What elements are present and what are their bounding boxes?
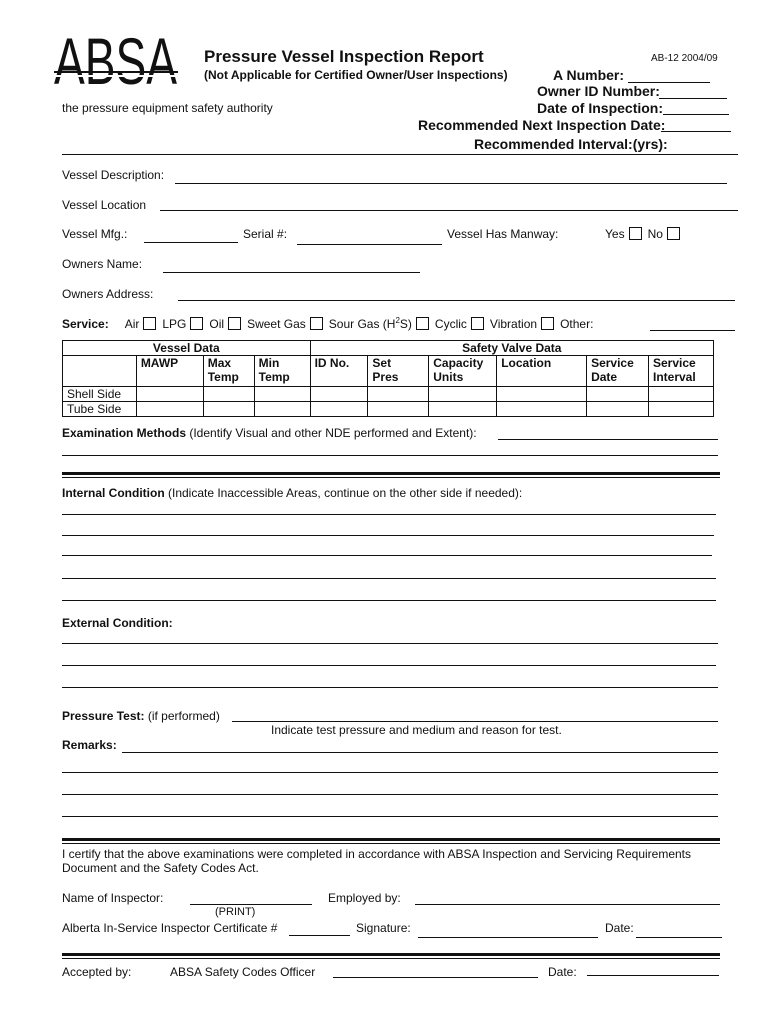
pressure-test-label: Pressure Test: (if performed) xyxy=(62,709,220,723)
vessel-description-label: Vessel Description: xyxy=(62,168,165,182)
service-sour-gas-checkbox[interactable] xyxy=(416,317,429,330)
vessel-location-field[interactable] xyxy=(160,210,738,211)
vessel-mfg-label: Vessel Mfg.: xyxy=(62,227,128,241)
section-divider xyxy=(62,477,720,478)
external-line[interactable] xyxy=(62,665,716,666)
service-vibration-label: Vibration xyxy=(489,317,538,331)
table-cell[interactable] xyxy=(587,402,649,417)
external-line[interactable] xyxy=(62,687,718,688)
next-inspection-field[interactable] xyxy=(661,131,731,132)
manway-options xyxy=(605,227,686,241)
manway-label: Vessel Has Manway: xyxy=(447,227,559,241)
name-of-inspector-field[interactable] xyxy=(190,904,312,905)
date-label: Date: xyxy=(605,921,634,935)
remarks-label: Remarks: xyxy=(62,738,117,752)
table-cell[interactable] xyxy=(429,387,497,402)
table-row xyxy=(63,387,714,402)
section-divider xyxy=(62,843,720,844)
form-code: AB-12 2004/09 xyxy=(651,53,718,64)
accepted-date-field[interactable] xyxy=(587,975,719,976)
table-row xyxy=(63,402,714,417)
vessel-description-field[interactable] xyxy=(175,183,727,184)
examination-field[interactable] xyxy=(498,439,718,440)
safety-codes-officer-label: ABSA Safety Codes Officer xyxy=(170,965,316,979)
table-cell[interactable] xyxy=(254,387,310,402)
service-cyclic-label: Cyclic xyxy=(434,317,467,331)
certificate-field[interactable] xyxy=(289,935,350,936)
owners-address-label: Owners Address: xyxy=(62,287,154,301)
service-sweet-gas-checkbox[interactable] xyxy=(310,317,323,330)
table-cell[interactable] xyxy=(587,387,649,402)
recommended-interval-label: Recommended Interval:(yrs): xyxy=(474,136,668,152)
owners-address-field[interactable] xyxy=(178,300,735,301)
vessel-data-table xyxy=(62,340,714,417)
internal-line[interactable] xyxy=(62,555,712,556)
owner-id-label: Owner ID Number: xyxy=(537,83,660,99)
table-cell[interactable] xyxy=(649,387,714,402)
table-cell[interactable] xyxy=(136,402,203,417)
owner-id-field[interactable] xyxy=(659,98,727,99)
safety-valve-data-header: Safety Valve Data xyxy=(310,341,713,356)
table-cell[interactable] xyxy=(497,387,587,402)
service-sweet-gas-label: Sweet Gas xyxy=(247,317,306,331)
service-oil-label: Oil xyxy=(209,317,225,331)
date-field[interactable] xyxy=(636,937,722,938)
table-cell[interactable] xyxy=(368,402,429,417)
remarks-field[interactable] xyxy=(122,752,718,753)
table-cell[interactable] xyxy=(429,402,497,417)
print-hint: (PRINT) xyxy=(215,906,256,918)
signature-field[interactable] xyxy=(418,937,598,938)
set-pres-header: Set Pres xyxy=(368,356,429,387)
remarks-line[interactable] xyxy=(62,816,718,817)
remarks-line[interactable] xyxy=(62,772,718,773)
min-temp-header: Min Temp xyxy=(254,356,310,387)
owners-name-field[interactable] xyxy=(163,272,420,273)
owners-name-label: Owners Name: xyxy=(62,257,143,271)
date-of-inspection-field[interactable] xyxy=(663,114,729,115)
service-vibration-checkbox[interactable] xyxy=(541,317,554,330)
employed-by-label: Employed by: xyxy=(328,891,401,905)
svg-text:ABSA: ABSA xyxy=(54,24,177,98)
vessel-mfg-field[interactable] xyxy=(144,242,238,243)
tagline: the pressure equipment safety authority xyxy=(62,101,273,115)
page-subtitle: (Not Applicable for Certified Owner/User Inspections) xyxy=(204,68,508,82)
location-header: Location xyxy=(497,356,587,387)
internal-line[interactable] xyxy=(62,578,716,579)
service-lpg-checkbox[interactable] xyxy=(190,317,203,330)
serial-label: Serial #: xyxy=(243,227,288,241)
table-cell[interactable] xyxy=(203,402,254,417)
examination-line[interactable] xyxy=(62,455,718,456)
employed-by-field[interactable] xyxy=(415,904,720,905)
service-other-label: Other: xyxy=(560,317,594,331)
signature-label: Signature: xyxy=(356,921,411,935)
accepted-by-label: Accepted by: xyxy=(62,965,132,979)
section-divider xyxy=(62,838,720,841)
vessel-location-label: Vessel Location xyxy=(62,198,147,212)
service-lpg-label: LPG xyxy=(162,317,187,331)
officer-field[interactable] xyxy=(333,977,538,978)
section-divider xyxy=(62,953,720,956)
serial-field[interactable] xyxy=(297,244,442,245)
page-title: Pressure Vessel Inspection Report xyxy=(204,47,484,66)
internal-line[interactable] xyxy=(62,535,714,536)
pressure-test-field[interactable] xyxy=(232,721,718,722)
certify-text-line2: Document and the Safety Codes Act. xyxy=(62,861,259,875)
table-cell[interactable] xyxy=(497,402,587,417)
service-row xyxy=(62,316,593,331)
table-cell[interactable] xyxy=(368,387,429,402)
certify-text-line1: I certify that the above examinations were completed in accordance with ABSA Inspection and Servicing Requirements xyxy=(62,847,692,861)
mawp-header: MAWP xyxy=(136,356,203,387)
table-cell[interactable] xyxy=(310,387,368,402)
service-air-label: Air xyxy=(124,317,140,331)
next-inspection-label: Recommended Next Inspection Date: xyxy=(418,117,666,133)
pressure-test-hint: Indicate test pressure and medium and reason for test. xyxy=(271,723,562,737)
table-cell[interactable] xyxy=(254,402,310,417)
manway-no-label: No xyxy=(647,227,663,241)
service-sour-gas-label: Sour Gas $(H^2S)$ xyxy=(328,316,412,331)
service-oil-checkbox[interactable] xyxy=(228,317,241,330)
table-cell[interactable] xyxy=(649,402,714,417)
absa-logo xyxy=(54,24,179,98)
section-divider xyxy=(62,472,720,475)
tube-side-label: Tube Side xyxy=(63,402,137,417)
service-air-checkbox[interactable] xyxy=(143,317,156,330)
service-other-field[interactable] xyxy=(650,330,735,331)
service-date-header: Service Date xyxy=(587,356,649,387)
table-cell[interactable] xyxy=(136,387,203,402)
id-no-header: ID No. xyxy=(310,356,368,387)
max-temp-header: Max Temp xyxy=(203,356,254,387)
internal-condition-label: Internal Condition (Indicate Inaccessible Areas, continue on the other side if needed): xyxy=(62,486,523,500)
capacity-units-header: Capacity Units xyxy=(429,356,497,387)
manway-yes-label: Yes xyxy=(605,227,625,241)
table-cell[interactable] xyxy=(310,402,368,417)
external-line[interactable] xyxy=(62,643,718,644)
examination-methods-label: Examination Methods (Identify Visual and other NDE performed and Extent): xyxy=(62,426,477,440)
header-divider xyxy=(62,154,738,155)
certificate-label: Alberta In-Service Inspector Certificate # xyxy=(62,921,278,935)
manway-no-checkbox[interactable] xyxy=(667,227,680,240)
date-of-inspection-label: Date of Inspection: xyxy=(537,100,664,116)
service-cyclic-checkbox[interactable] xyxy=(471,317,484,330)
accepted-date-label: Date: xyxy=(548,965,577,979)
service-interval-header: Service Interval xyxy=(649,356,714,387)
service-label: Service: xyxy=(62,317,109,331)
internal-line[interactable] xyxy=(62,600,716,601)
row-label-header xyxy=(63,356,137,387)
section-divider xyxy=(62,958,720,959)
internal-line[interactable] xyxy=(62,514,716,515)
vessel-data-header: Vessel Data xyxy=(63,341,311,356)
shell-side-label: Shell Side xyxy=(63,387,137,402)
name-of-inspector-label: Name of Inspector: xyxy=(62,891,164,905)
manway-yes-checkbox[interactable] xyxy=(629,227,642,240)
remarks-line[interactable] xyxy=(62,794,718,795)
a-number-label: A Number: xyxy=(553,67,625,83)
table-cell[interactable] xyxy=(203,387,254,402)
external-condition-label: External Condition: xyxy=(62,616,173,630)
